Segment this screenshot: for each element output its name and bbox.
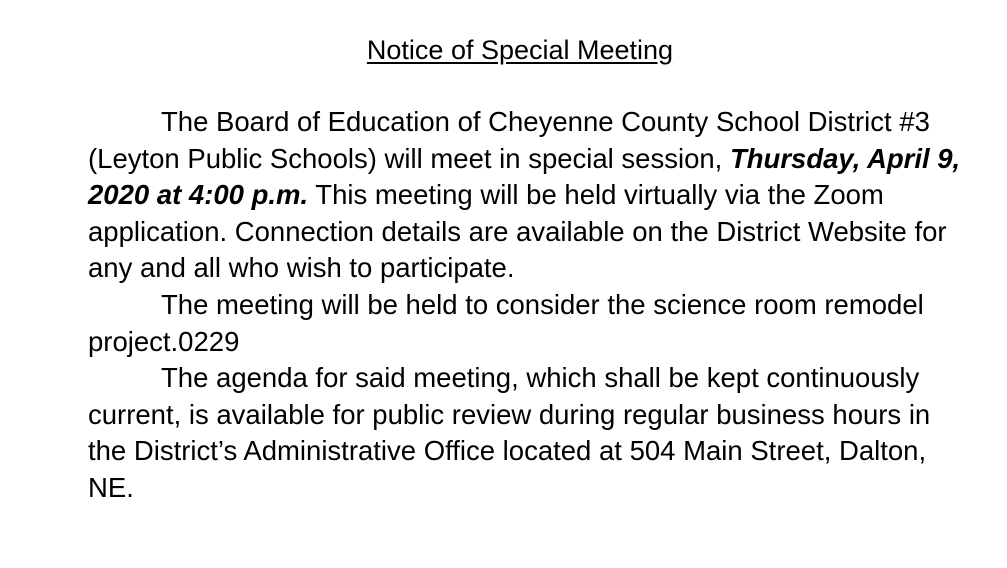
paragraph-meeting-details	[88, 104, 968, 287]
meeting-date-time: Thursday, April 9, 2020 at 4:00 p.m.	[88, 142, 961, 211]
notice-body	[88, 104, 968, 507]
meeting-notice	[88, 30, 968, 507]
notice-title: Notice of Special Meeting	[366, 35, 674, 65]
paragraph-agenda-availability: The agenda for said meeting, which shall be kept continuously current, is available for public review during regular business hours in the District’s Administrative Office located at 504 Main Street, Dalton, NE.	[88, 362, 931, 503]
paragraph-meeting-details-intro: The Board of Education of Cheyenne County School District #3 (Leyton Public Schools) will meet in special session,	[88, 106, 930, 174]
paragraph-meeting-purpose: The meeting will be held to consider the science room remodel project.0229	[88, 288, 924, 357]
paragraph-meeting-details-rest: This meeting will be held virtually via the Zoom application. Connection details are available on the District Website for any and all who wish to participate.	[88, 179, 947, 284]
